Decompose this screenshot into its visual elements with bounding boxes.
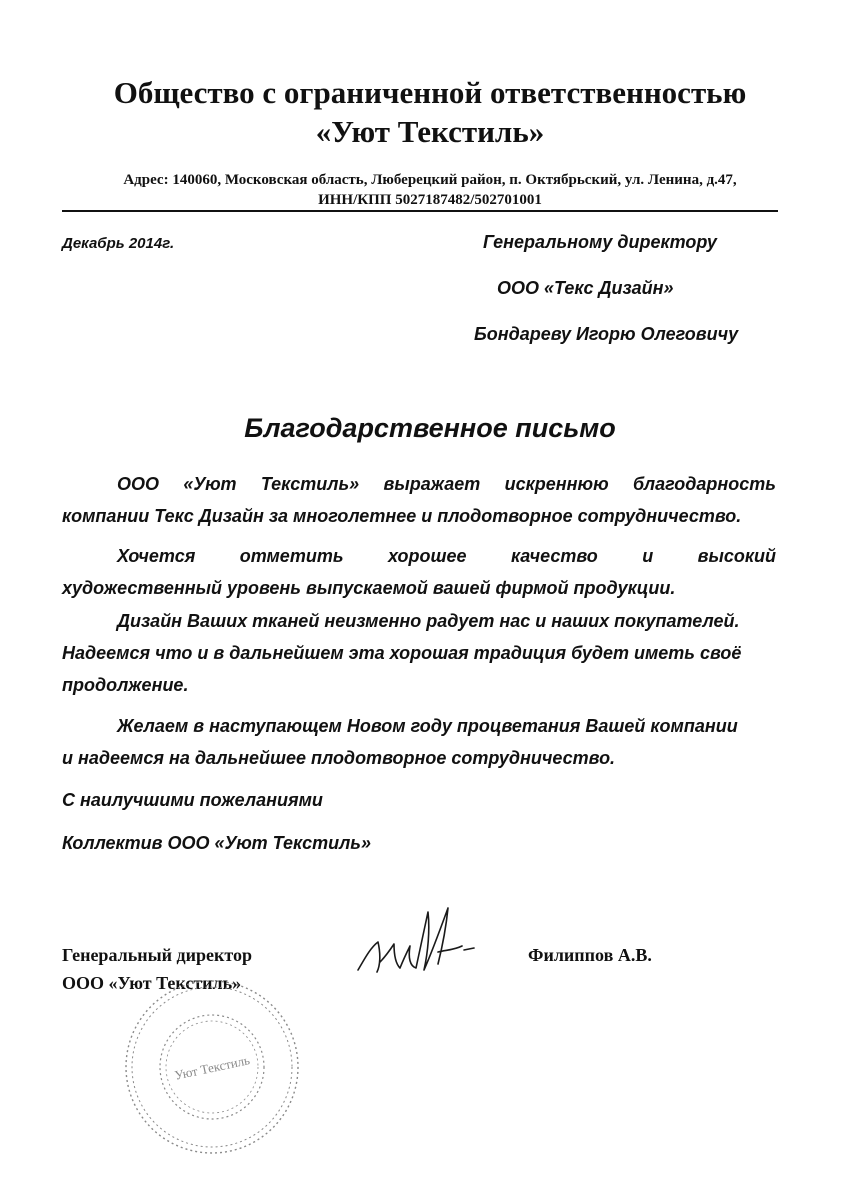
- paragraph-2: [62, 540, 776, 604]
- company-name-line1: Общество с ограниченной ответственностью: [113, 75, 747, 110]
- paragraph-3: [62, 605, 776, 701]
- recipient-position: Генеральному директору: [483, 232, 717, 252]
- recipient-company: ООО «Текс Дизайн»: [497, 278, 674, 298]
- company-address: Адрес: 140060, Московская область, Люберецкий район, п. Октябрьский, ул. Ленина, д.47,: [123, 172, 737, 188]
- paragraph-4-line-1: Желаем в наступающем Новом году процветания Вашей компании: [117, 716, 738, 736]
- company-seal-stamp: [120, 975, 305, 1160]
- signer-title-line2: ООО «Уют Текстиль»: [62, 973, 242, 993]
- closing-team: Коллектив ООО «Уют Текстиль»: [62, 833, 371, 853]
- stamp-text: Уют Текстиль: [173, 1052, 252, 1083]
- header-divider: [62, 210, 778, 212]
- paragraph-3-line-1: Дизайн Ваших тканей неизменно радует нас и наших покупателей.: [117, 611, 740, 631]
- paragraph-1-line-2: компании Текс Дизайн за многолетнее и плодотворное сотрудничество.: [62, 506, 742, 526]
- paragraph-4: [62, 710, 776, 774]
- closing-greeting: С наилучшими пожеланиями: [62, 790, 323, 810]
- paragraph-2-line-2: художественный уровень выпускаемой вашей фирмой продукции.: [62, 578, 676, 598]
- company-name-line2: «Уют Текстиль»: [315, 114, 545, 149]
- signer-title-line1: Генеральный директор: [62, 945, 252, 965]
- paragraph-1: [62, 468, 776, 532]
- paragraph-3-line-3: продолжение.: [62, 675, 189, 695]
- paragraph-3-line-2: Надеемся что и в дальнейшем эта хорошая традиция будет иметь своё: [62, 643, 742, 663]
- letter-title: Благодарственное письмо: [244, 413, 616, 443]
- letter-date: Декабрь 2014г.: [62, 235, 175, 252]
- paragraph-4-line-2: и надеемся на дальнейшее плодотворное сотрудничество.: [62, 748, 616, 768]
- paragraph-1-line-1: ООО «Уют Текстиль» выражает искреннюю благодарность: [117, 474, 776, 494]
- recipient-name: Бондареву Игорю Олеговичу: [474, 324, 739, 344]
- handwritten-signature: [350, 900, 480, 990]
- paragraph-2-line-1: Хочется отметить хорошее качество и высокий: [117, 546, 776, 566]
- signer-name: Филиппов А.В.: [528, 945, 652, 965]
- company-inn: ИНН/КПП 5027187482/502701001: [318, 192, 542, 208]
